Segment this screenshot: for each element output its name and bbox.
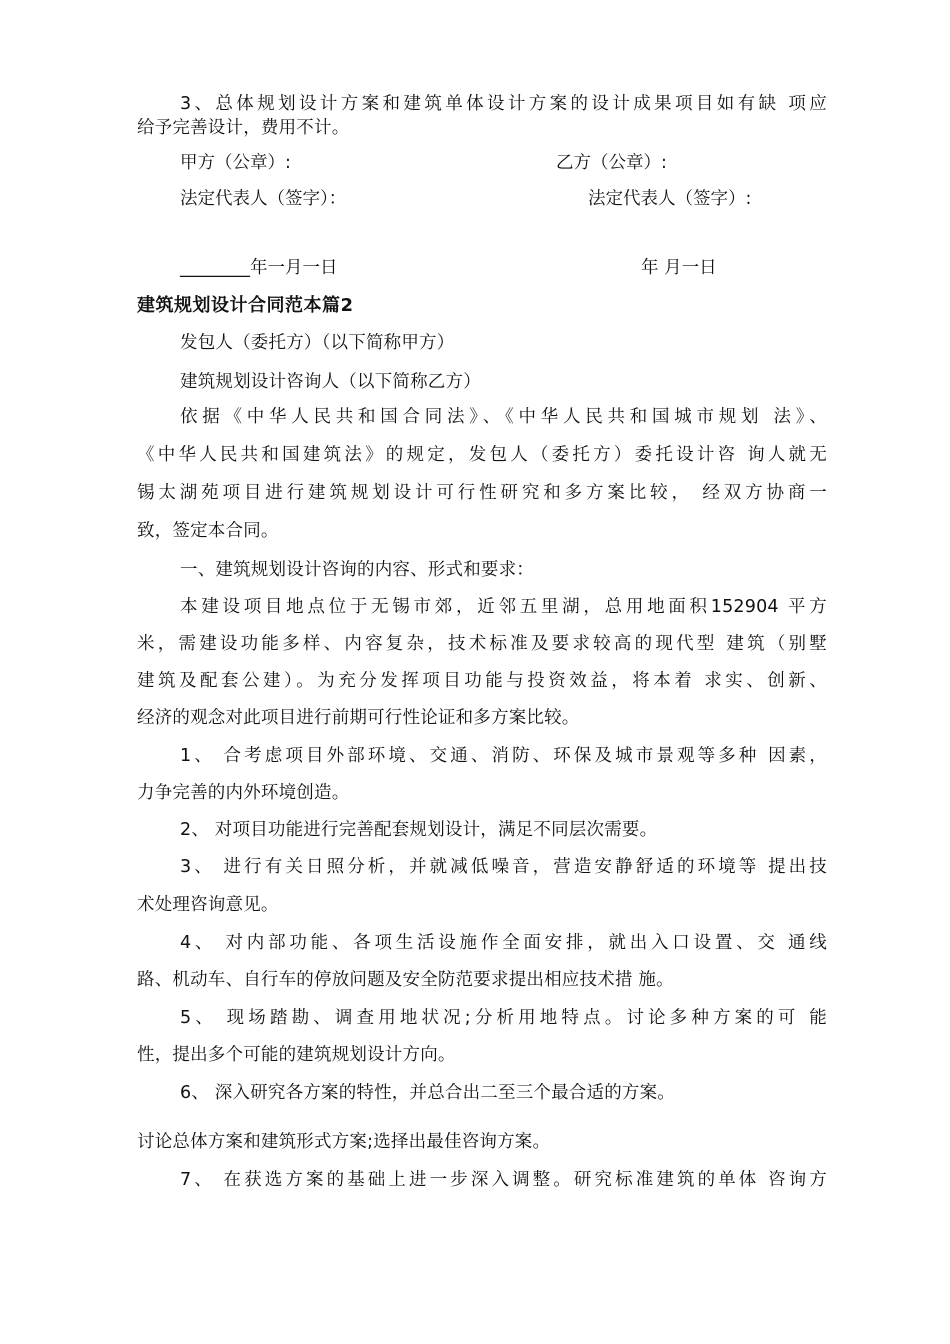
item-3-line-2: 术处理咨询意见。 <box>137 895 279 915</box>
item-5-line-1: 5、 现场踏勘、调查用地状况;分析用地特点。讨论多种方案的可 能 <box>180 1008 827 1028</box>
party-a-seal: 甲方（公章）: <box>180 153 291 173</box>
item-6-line-2: 讨论总体方案和建筑形式方案;选择出最佳咨询方案。 <box>137 1132 551 1152</box>
date-right: 年 月一日 <box>641 258 717 278</box>
project-line-4: 经济的观念对此项目进行前期可行性论证和多方案比较。 <box>137 708 580 728</box>
item-4-line-1: 4、 对内部功能、各项生活设施作全面安排，就出入口设置、交 通线 <box>180 933 827 953</box>
party-consultant: 建筑规划设计咨询人（以下简称乙方） <box>180 372 481 392</box>
clause-1-title: 一、建筑规划设计咨询的内容、形式和要求： <box>180 560 534 580</box>
intro-line-2: 给予完善设计，费用不计。 <box>137 118 350 138</box>
item-4-line-2: 路、机动车、自行车的停放问题及安全防范要求提出相应技术措 施。 <box>137 970 674 990</box>
item-1-line-2: 力争完善的内外环境创造。 <box>137 783 350 803</box>
date-left: ________年一月一日 <box>180 258 338 278</box>
party-b-seal: 乙方（公章）: <box>556 153 667 173</box>
item-5-line-2: 性，提出多个可能的建筑规划设计方向。 <box>137 1045 456 1065</box>
item-2-line-1: 2、 对项目功能进行完善配套规划设计，满足不同层次需要。 <box>180 820 658 840</box>
item-3-line-1: 3、 进行有关日照分析，并就减低噪音，营造安静舒适的环境等 提出技 <box>180 857 827 877</box>
project-line-3: 建筑及配套公建）。为充分发挥项目功能与投资效益，将本着 求实、创新、 <box>137 671 827 691</box>
item-7-line-1: 7、 在获选方案的基础上进一步深入调整。研究标准建筑的单体 咨询方 <box>180 1170 827 1190</box>
item-6-line-1: 6、 深入研究各方案的特性，并总合出二至三个最合适的方案。 <box>180 1083 675 1103</box>
section-title: 建筑规划设计合同范本篇2 <box>137 295 354 316</box>
preamble-line-3: 锡太湖苑项目进行建筑规划设计可行性研究和多方案比较， 经双方协商一 <box>137 483 827 503</box>
preamble-line-4: 致，签定本合同。 <box>137 521 279 541</box>
preamble-line-1: 依据《中华人民共和国合同法》、《中华人民共和国城市规划 法》、 <box>180 407 827 427</box>
project-line-1: 本建设项目地点位于无锡市郊，近邻五里湖，总用地面积152904 平方 <box>180 597 827 617</box>
preamble-line-2: 《中华人民共和国建筑法》的规定，发包人（委托方）委托设计咨 询人就无 <box>137 445 827 465</box>
intro-line-1: 3、总体规划设计方案和建筑单体设计方案的设计成果项目如有缺 项应 <box>180 94 827 114</box>
party-a-representative: 法定代表人（签字）： <box>180 189 347 209</box>
party-b-representative: 法定代表人（签字）: <box>588 189 752 209</box>
party-client: 发包人（委托方）（以下简称甲方） <box>180 333 455 353</box>
item-1-line-1: 1、 合考虑项目外部环境、交通、消防、环保及城市景观等多种 因素， <box>180 746 827 766</box>
project-line-2: 米，需建设功能多样、内容复杂，技术标准及要求较高的现代型 建筑（别墅 <box>137 634 827 654</box>
